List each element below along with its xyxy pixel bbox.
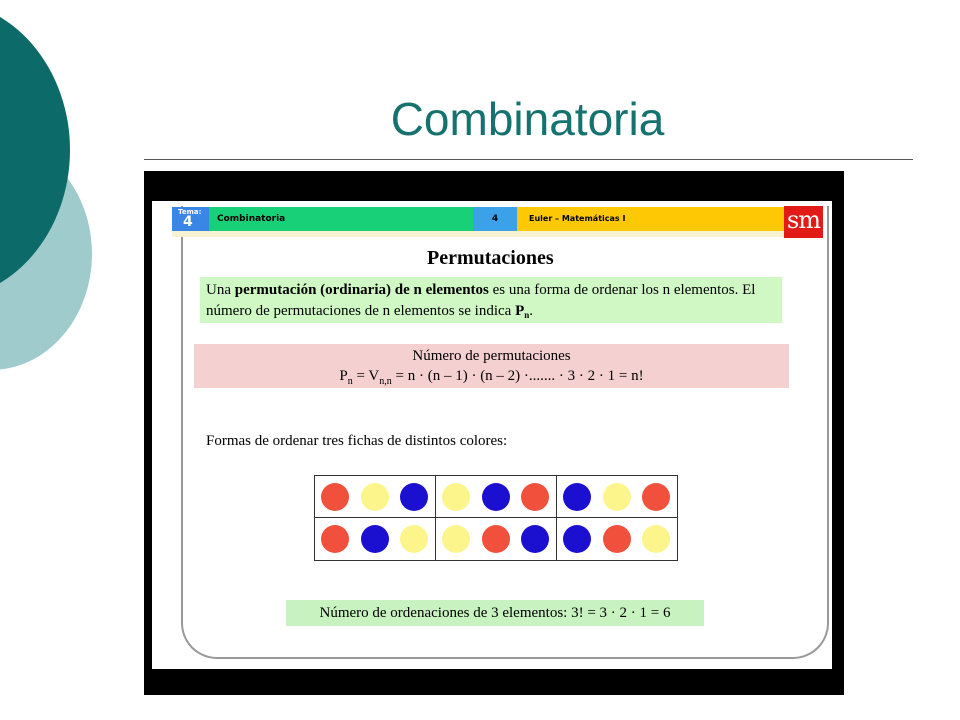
publisher-logo: sm [784,206,823,238]
header-page-number: 4 [473,207,517,231]
definition-symbol: P [515,303,525,319]
red-chip [603,525,631,553]
formula-rhs: = n · (n – 1) · (n – 2) ·....... · 3 · 2 · 1 = n! [391,368,644,384]
yellow-chip [400,525,428,553]
blue-chip [563,483,591,511]
formula-title: Número de permutaciones [412,348,571,364]
definition-term: permutación (ordinaria) de n elementos [234,282,489,298]
yellow-chip [642,525,670,553]
formula-eq: = V [352,368,380,384]
arrangement-cell [557,476,678,518]
yellow-chip [603,483,631,511]
yellow-chip [361,483,389,511]
tema-badge [172,207,209,231]
tema-label: Tema: [178,208,202,216]
definition-end: . [529,303,533,319]
definition-box [200,277,782,323]
textbook-page [152,201,832,669]
arrangements-grid [314,475,678,561]
red-chip [521,483,549,511]
definition-pre: Una [206,282,235,298]
formula-v-sub: n,n [379,376,392,387]
blue-chip [400,483,428,511]
result-box: Número de ordenaciones de 3 elementos: 3! = 3 · 2 · 1 = 6 [286,600,704,626]
section-title: Permutaciones [427,247,554,269]
red-chip [321,483,349,511]
formula-expression [194,366,789,392]
arrangements-caption: Formas de ordenar tres fichas de distintos colores: [206,433,508,449]
red-chip [321,525,349,553]
arrangement-cell [436,518,557,560]
definition-post: es una forma de ordenar los n elementos. El número de permutaciones de n elementos se indica [206,282,756,319]
slide-title: Combinatoria [390,93,665,145]
arrangement-cell [315,518,436,560]
red-chip [642,483,670,511]
header-topic: Combinatoria [209,207,473,231]
formula-p-sub: n [347,376,353,387]
arrangement-cell [557,518,678,560]
definition-symbol-sub: n [524,310,530,320]
tema-number: 4 [183,214,193,230]
red-chip [482,525,510,553]
blue-chip [563,525,591,553]
formula-p: P [339,368,348,384]
title-divider [144,159,913,160]
blue-chip [482,483,510,511]
header-book: Euler – Matemáticas I [517,207,784,231]
blue-chip [521,525,549,553]
yellow-chip [442,525,470,553]
formula-box [194,344,789,388]
arrangement-cell [315,476,436,518]
yellow-chip [442,483,470,511]
header-strip [172,231,784,237]
arrangement-cell [436,476,557,518]
blue-chip [361,525,389,553]
embedded-screenshot [144,171,844,695]
